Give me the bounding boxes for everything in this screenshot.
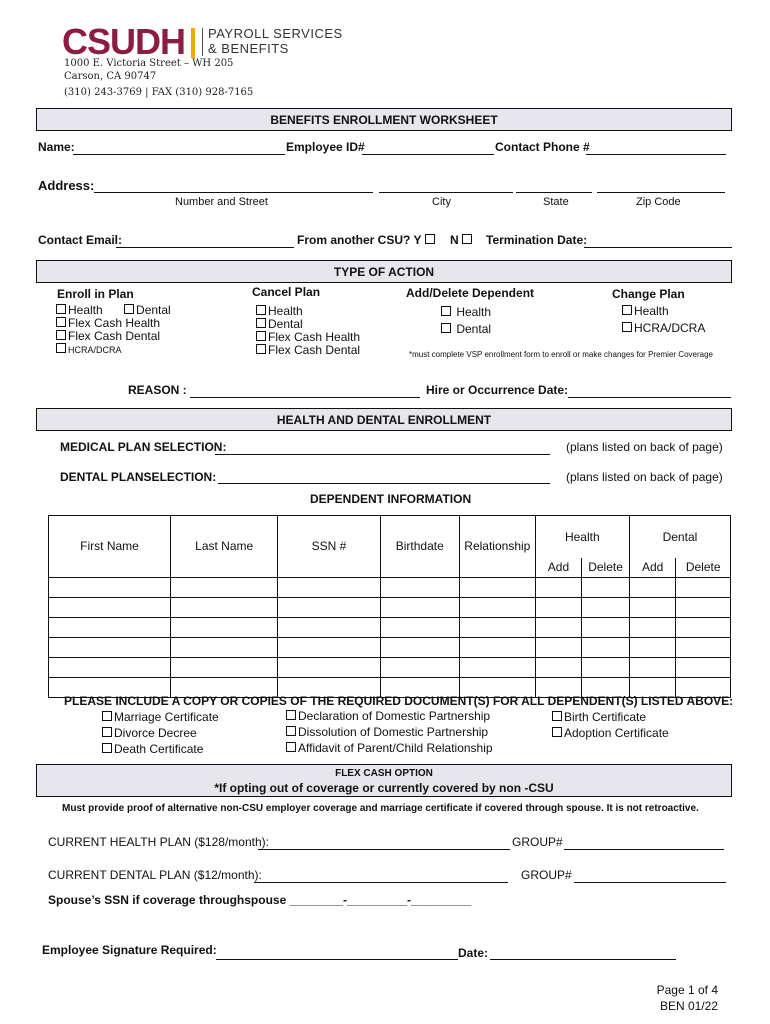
medical-plan-label: MEDICAL PLAN SELECTION:: [60, 440, 227, 454]
death-cert-checkbox[interactable]: [102, 743, 112, 753]
health-dental-title: HEALTH AND DENTAL ENROLLMENT: [276, 413, 492, 427]
dissolution-checkbox[interactable]: [286, 726, 296, 736]
col-birthdate: Birthdate: [380, 516, 459, 578]
adddel-health-checkbox[interactable]: [441, 306, 451, 316]
header-phone: (310) 243-3769 | FAX (310) 928-7165: [64, 87, 254, 98]
reason-field[interactable]: [190, 397, 420, 398]
logo-text: CSUDH: [62, 21, 186, 62]
health-group-label: GROUP#: [512, 835, 563, 849]
cancel-dental-checkbox[interactable]: [256, 318, 266, 328]
enroll-hcra-checkbox[interactable]: [56, 343, 66, 353]
col-dental-delete: Delete: [676, 558, 731, 578]
cancel-flex-health-label: Flex Cash Health: [268, 330, 361, 344]
adoption-cert-checkbox[interactable]: [552, 727, 562, 737]
enroll-health-checkbox[interactable]: [56, 304, 66, 314]
state-field[interactable]: [516, 192, 592, 193]
street-caption: Number and Street: [175, 196, 268, 208]
domestic-partnership-checkbox[interactable]: [286, 710, 296, 720]
enroll-dental-label: Dental: [136, 303, 171, 317]
flex-cash-title: FLEX CASH OPTION: [335, 768, 433, 779]
table-row: [49, 617, 731, 637]
marriage-cert-label: Marriage Certificate: [114, 710, 219, 724]
spouse-ssn-label: Spouse’s SSN if coverage throughspouse ________-_________-_________: [48, 893, 472, 907]
change-hcra-label: HCRA/DCRA: [634, 321, 706, 335]
adddel-health-label: Health: [456, 305, 492, 319]
birth-cert-checkbox[interactable]: [552, 711, 562, 721]
employee-id-label: Employee ID#: [286, 140, 365, 154]
col-dental-add: Add: [629, 558, 675, 578]
zip-field[interactable]: [597, 192, 725, 193]
from-csu-label: From another CSU? Y: [297, 233, 422, 247]
col-dental: Dental: [629, 516, 730, 558]
cancel-flex-dental-label: Flex Cash Dental: [268, 343, 361, 357]
enroll-title: Enroll in Plan: [57, 287, 134, 301]
required-docs-title: PLEASE INCLUDE A COPY OR COPIES OF THE REQUIRED DOCUMENT(S) FOR ALL DEPENDENT(S) LISTED ABOVE:: [64, 694, 734, 708]
dept-name: [208, 26, 343, 56]
col-last-name: Last Name: [171, 516, 278, 578]
table-row: [49, 657, 731, 677]
docs-col1: [102, 709, 219, 757]
header-address: [64, 57, 233, 83]
title-bar: [36, 108, 732, 131]
medical-plans-note: (plans listed on back of page): [566, 440, 723, 454]
domestic-partnership-label: Declaration of Domestic Partnership: [298, 709, 491, 723]
enroll-flex-dental-checkbox[interactable]: [56, 330, 66, 340]
dept-line1: PAYROLL SERVICES: [208, 26, 343, 41]
dept-line2: & BENEFITS: [208, 41, 289, 56]
form-code: BEN 01/22: [659, 999, 718, 1013]
adoption-cert-label: Adoption Certificate: [564, 726, 669, 740]
docs-col2: [286, 708, 493, 756]
type-of-action-bar: [36, 260, 732, 283]
current-health-plan-label: CURRENT HEALTH PLAN ($128/month):: [48, 835, 269, 849]
from-csu-yes-checkbox[interactable]: [425, 234, 435, 244]
health-dental-bar: [36, 408, 732, 431]
flex-cash-note: Must provide proof of alternative non-CSU employer coverage and marriage certificate if covered through spouse. It is not retroactive.: [62, 803, 699, 814]
zip-caption: Zip Code: [636, 196, 681, 208]
current-dental-plan-label: CURRENT DENTAL PLAN ($12/month):: [48, 868, 262, 882]
name-label: Name:: [38, 140, 75, 154]
date-label: Date:: [458, 946, 489, 960]
dental-plans-note: (plans listed on back of page): [566, 470, 723, 484]
col-health: Health: [535, 516, 629, 558]
address-label: Address:: [38, 178, 95, 193]
table-row: [49, 597, 731, 617]
divorce-decree-checkbox[interactable]: [102, 727, 112, 737]
type-of-action-title: TYPE OF ACTION: [333, 265, 435, 279]
change-health-checkbox[interactable]: [622, 305, 632, 315]
page-title: BENEFITS ENROLLMENT WORKSHEET: [270, 113, 498, 127]
dental-plan-label: DENTAL PLANSELECTION:: [60, 470, 217, 484]
marriage-cert-checkbox[interactable]: [102, 711, 112, 721]
cancel-options: [256, 305, 360, 357]
change-health-label: Health: [634, 304, 669, 318]
date-field[interactable]: [490, 959, 676, 960]
adddel-options: [441, 304, 491, 338]
divorce-decree-label: Divorce Decree: [114, 726, 197, 740]
enroll-options: [56, 304, 171, 357]
vsp-note-text: *must complete VSP enrollment form to enroll or make changes for Premier Coverage: [409, 350, 713, 359]
col-relationship: Relationship: [459, 516, 535, 578]
name-field[interactable]: [73, 154, 285, 155]
hire-date-field[interactable]: [568, 397, 731, 398]
dental-group-label: GROUP#: [521, 868, 572, 882]
current-dental-plan-field[interactable]: [254, 882, 508, 883]
affidavit-checkbox[interactable]: [286, 742, 296, 752]
cancel-flex-health-checkbox[interactable]: [256, 331, 266, 341]
reason-label: REASON :: [128, 383, 187, 397]
enroll-dental-checkbox[interactable]: [124, 304, 134, 314]
state-caption: State: [543, 196, 569, 208]
employee-id-field[interactable]: [362, 154, 494, 155]
email-label: Contact Email:: [38, 233, 123, 247]
logo-gold-bar: [191, 28, 195, 58]
from-csu-no-label: N: [449, 233, 459, 247]
dependent-info-title: DEPENDENT INFORMATION: [310, 492, 472, 506]
address-line1: 1000 E. Victoria Street – WH 205: [64, 58, 234, 69]
birth-cert-label: Birth Certificate: [564, 710, 647, 724]
col-first-name: First Name: [49, 516, 171, 578]
contact-phone-field[interactable]: [586, 154, 726, 155]
logo-divider: [202, 28, 203, 56]
col-ssn: SSN #: [278, 516, 380, 578]
change-title: Change Plan: [612, 287, 685, 301]
col-health-add: Add: [535, 558, 581, 578]
signature-label: Employee Signature Required:: [42, 943, 217, 957]
dependent-table: [48, 515, 731, 698]
adddel-dental-label: Dental: [456, 322, 492, 336]
adddel-dental-checkbox[interactable]: [441, 323, 451, 333]
affidavit-label: Affidavit of Parent/Child Relationship: [298, 741, 493, 755]
email-field[interactable]: [116, 247, 294, 248]
flex-cash-bar: [36, 764, 732, 797]
dental-group-field[interactable]: [574, 882, 726, 883]
dissolution-label: Dissolution of Domestic Partnership: [298, 725, 489, 739]
cancel-title: Cancel Plan: [252, 285, 321, 299]
from-csu-question: [297, 233, 474, 247]
from-csu-no-checkbox[interactable]: [462, 234, 472, 244]
vsp-note: [409, 350, 713, 359]
cancel-health-label: Health: [268, 304, 303, 318]
cancel-dental-label: Dental: [268, 317, 303, 331]
enroll-flex-health-checkbox[interactable]: [56, 317, 66, 327]
street-field[interactable]: [94, 192, 373, 193]
current-health-plan-field[interactable]: [258, 849, 510, 850]
change-hcra-checkbox[interactable]: [622, 322, 632, 332]
adddel-title: Add/Delete Dependent: [406, 286, 535, 300]
enroll-flex-health-label: Flex Cash Health: [68, 316, 161, 330]
col-health-delete: Delete: [582, 558, 630, 578]
signature-field[interactable]: [216, 959, 458, 960]
city-field[interactable]: [379, 192, 513, 193]
death-cert-label: Death Certificate: [114, 742, 204, 756]
cancel-health-checkbox[interactable]: [256, 305, 266, 315]
hire-date-label: Hire or Occurrence Date:: [426, 383, 569, 397]
enroll-flex-dental-label: Flex Cash Dental: [68, 329, 161, 343]
table-row: [49, 637, 731, 657]
city-caption: City: [432, 196, 451, 208]
change-options: [622, 303, 705, 337]
medical-plan-field[interactable]: [215, 454, 550, 455]
health-group-field[interactable]: [564, 849, 724, 850]
termination-label: Termination Date:: [486, 233, 588, 247]
dental-plan-field[interactable]: [218, 483, 550, 484]
csudh-logo: [62, 21, 186, 62]
contact-phone-label: Contact Phone #: [495, 140, 590, 154]
page-number: Page 1 of 4: [656, 983, 718, 997]
cancel-flex-dental-checkbox[interactable]: [256, 344, 266, 354]
address-line2: Carson, CA 90747: [64, 71, 157, 82]
flex-cash-subtitle: *If opting out of coverage or currently covered by non -CSU: [214, 781, 554, 795]
table-row: [49, 577, 731, 597]
enroll-health-label: Health: [68, 303, 103, 317]
docs-col3: [552, 709, 669, 741]
termination-field[interactable]: [584, 247, 732, 248]
enroll-hcra-label: HCRA/DCRA: [68, 345, 122, 355]
